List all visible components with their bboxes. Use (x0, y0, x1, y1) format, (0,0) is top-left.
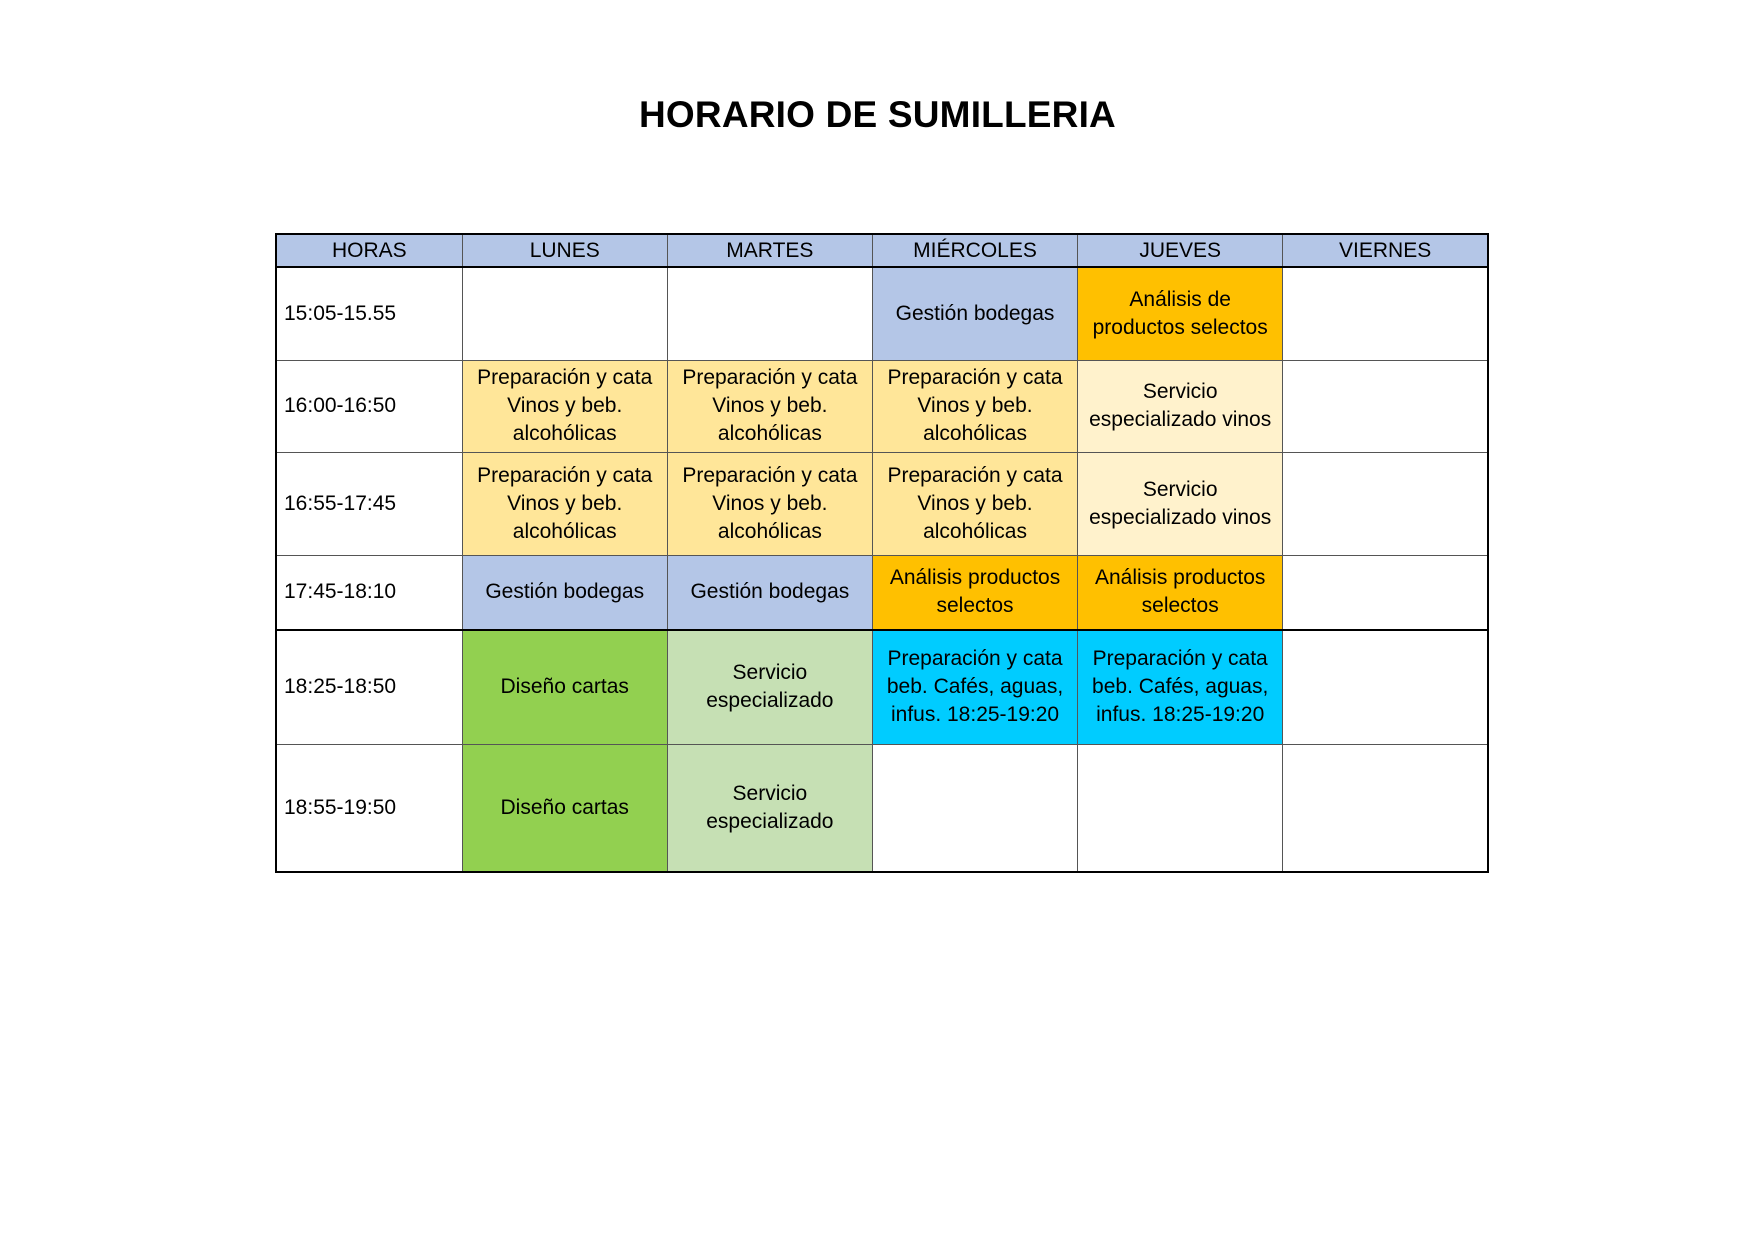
schedule-cell (1283, 452, 1488, 555)
table-row (276, 452, 1488, 555)
schedule-cell (462, 267, 667, 360)
schedule-cell (1078, 744, 1283, 872)
header-viernes: VIERNES (1283, 234, 1488, 267)
schedule-cell: Análisis productos selectos (1078, 555, 1283, 630)
header-martes: MARTES (667, 234, 872, 267)
schedule-cell (1283, 630, 1488, 744)
schedule-cell: Preparación y cata Vinos y beb. alcohólicas (462, 452, 667, 555)
page-title: HORARIO DE SUMILLERIA (639, 94, 1116, 135)
schedule-cell (667, 267, 872, 360)
table-row (276, 360, 1488, 452)
schedule-cell (1283, 360, 1488, 452)
schedule-cell: Preparación y cata beb. Cafés, aguas, infus. 18:25-19:20 (872, 630, 1077, 744)
schedule-cell (1283, 267, 1488, 360)
table-row (276, 630, 1488, 744)
schedule-cell: Servicio especializado (667, 744, 872, 872)
hour-cell: 15:05-15.55 (276, 267, 462, 360)
schedule-cell: Preparación y cata Vinos y beb. alcohólicas (667, 360, 872, 452)
table-row (276, 744, 1488, 872)
schedule-cell: Servicio especializado vinos (1078, 360, 1283, 452)
schedule-cell (1283, 744, 1488, 872)
schedule-cell: Preparación y cata Vinos y beb. alcohólicas (667, 452, 872, 555)
schedule-cell: Gestión bodegas (667, 555, 872, 630)
table-row (276, 555, 1488, 630)
header-jueves: JUEVES (1078, 234, 1283, 267)
hour-cell: 18:25-18:50 (276, 630, 462, 744)
header-lunes: LUNES (462, 234, 667, 267)
schedule-cell: Preparación y cata Vinos y beb. alcohólicas (872, 360, 1077, 452)
hour-cell: 16:55-17:45 (276, 452, 462, 555)
schedule-cell: Diseño cartas (462, 630, 667, 744)
table-row (276, 267, 1488, 360)
schedule-cell: Preparación y cata Vinos y beb. alcohólicas (872, 452, 1077, 555)
schedule-cell: Preparación y cata beb. Cafés, aguas, infus. 18:25-19:20 (1078, 630, 1283, 744)
schedule-cell: Análisis de productos selectos (1078, 267, 1283, 360)
schedule-cell: Gestión bodegas (462, 555, 667, 630)
hour-cell: 16:00-16:50 (276, 360, 462, 452)
schedule-cell: Servicio especializado (667, 630, 872, 744)
schedule-cell: Análisis productos selectos (872, 555, 1077, 630)
schedule-cell: Preparación y cata Vinos y beb. alcohólicas (462, 360, 667, 452)
hour-cell: 17:45-18:10 (276, 555, 462, 630)
header-horas: HORAS (276, 234, 462, 267)
schedule-cell: Diseño cartas (462, 744, 667, 872)
header-miercoles: MIÉRCOLES (872, 234, 1077, 267)
schedule-cell (872, 744, 1077, 872)
schedule-cell: Servicio especializado vinos (1078, 452, 1283, 555)
hour-cell: 18:55-19:50 (276, 744, 462, 872)
schedule-table (275, 233, 1489, 873)
header-row (276, 234, 1488, 267)
schedule-cell: Gestión bodegas (872, 267, 1077, 360)
schedule-cell (1283, 555, 1488, 630)
